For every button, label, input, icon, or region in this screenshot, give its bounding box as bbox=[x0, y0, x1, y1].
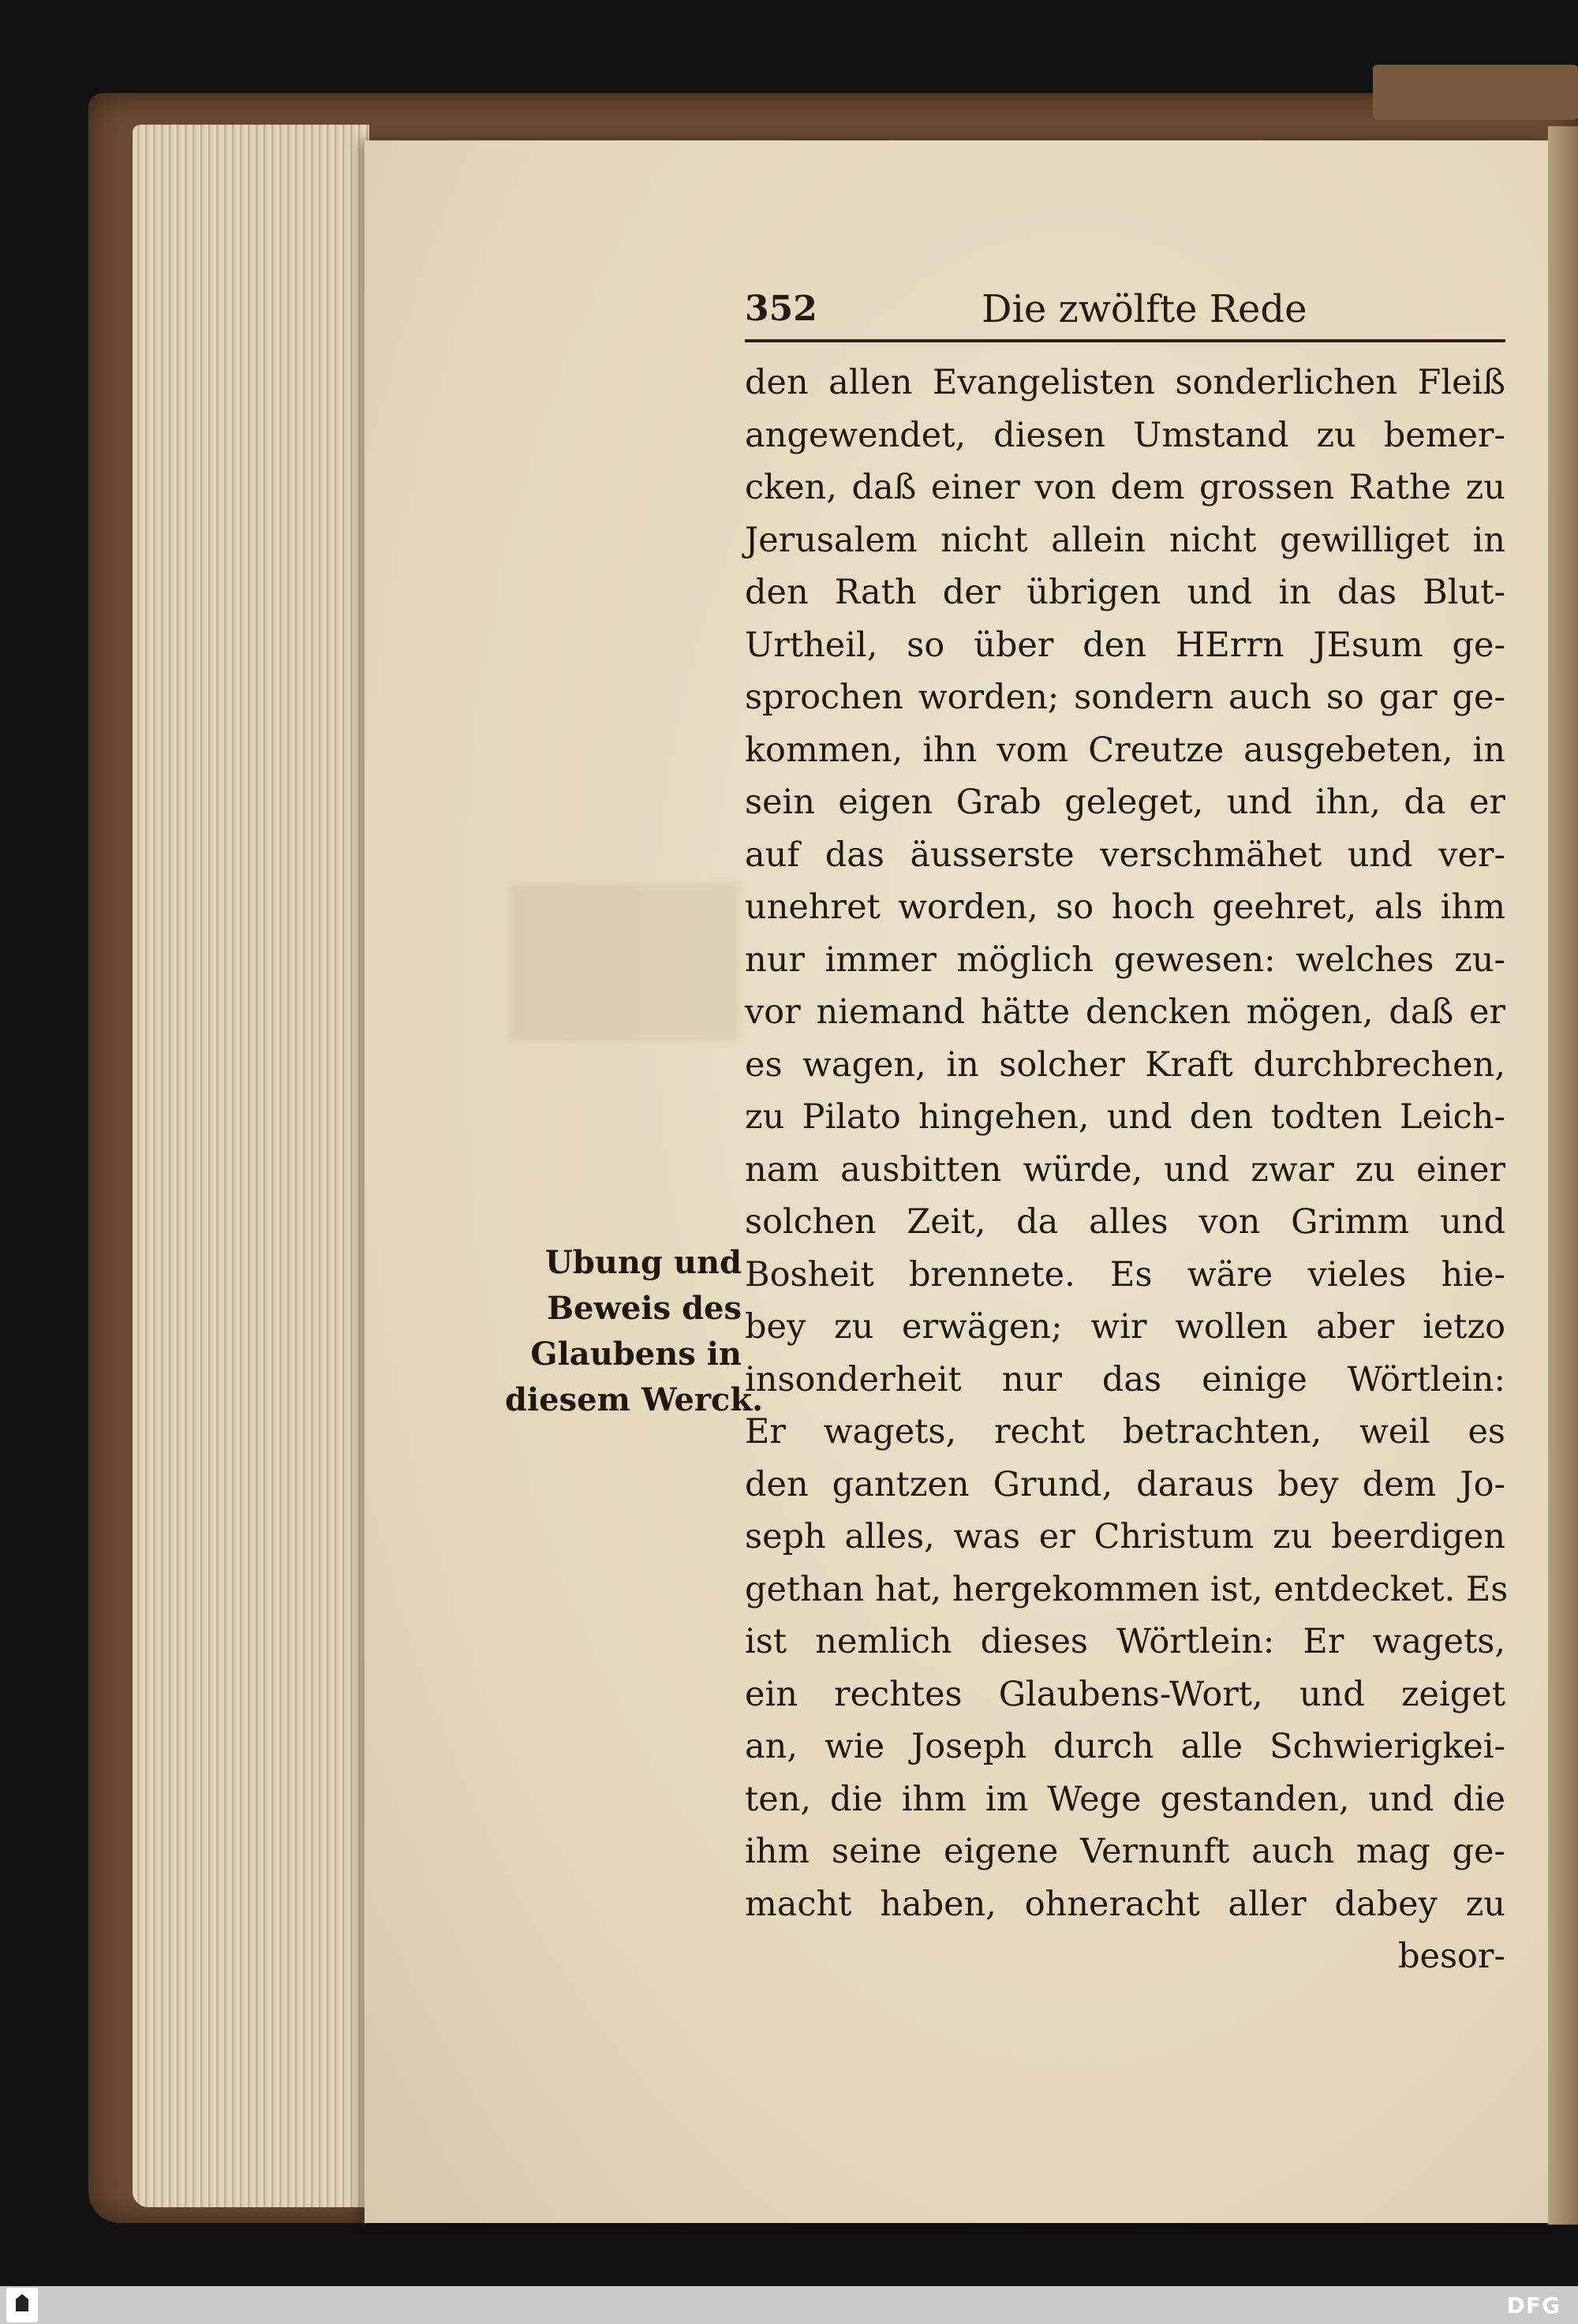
text-line: unehret worden, so hoch geehret, als ihm bbox=[745, 887, 1505, 927]
text-line: an, wie Joseph durch alle Schwierigkei- bbox=[745, 1727, 1505, 1766]
text-line: bey zu erwägen; wir wollen aber ietzo bbox=[745, 1307, 1505, 1347]
body-text bbox=[745, 357, 1509, 1983]
marginal-line: diesem Werck. bbox=[505, 1381, 764, 1418]
text-line: nur immer möglich gewesen: welches zu- bbox=[745, 940, 1505, 980]
dfg-logo: DFG bbox=[1506, 2292, 1561, 2318]
text-line: ist nemlich dieses Wörtlein: Er wagets, bbox=[745, 1622, 1505, 1661]
library-logo-icon bbox=[6, 2288, 38, 2322]
page-number: 352 bbox=[745, 289, 817, 329]
marginal-line: Beweis des bbox=[547, 1290, 742, 1327]
text-line: sprochen worden; sondern auch so gar ge- bbox=[745, 678, 1505, 717]
catchword: besor- bbox=[1397, 1937, 1505, 1976]
marginal-line: Glaubens in bbox=[530, 1336, 742, 1373]
text-line: insonderheit nur das einige Wörtlein: bbox=[745, 1359, 1505, 1399]
text-line: Er wagets, recht betrachten, weil es bbox=[745, 1412, 1505, 1452]
bleed-through-marks bbox=[510, 884, 739, 1041]
page-gutter bbox=[1548, 126, 1578, 2225]
text-line: seph alles, was er Christum zu beerdigen bbox=[745, 1517, 1505, 1556]
text-line: Bosheit brennete. Es wäre vieles hie- bbox=[745, 1254, 1505, 1295]
text-line: angewendet, diesen Umstand zu bemer- bbox=[745, 415, 1505, 455]
page-header bbox=[745, 284, 1505, 342]
text-line: ten, die ihm im Wege gestanden, und die bbox=[745, 1779, 1505, 1819]
text-line: es wagen, in solcher Kraft durchbrechen, bbox=[745, 1044, 1505, 1085]
text-line: den gantzen Grund, daraus bey dem Jo- bbox=[745, 1464, 1505, 1504]
text-line: auf das äusserste verschmähet und ver- bbox=[745, 835, 1505, 875]
viewer-footer-bar bbox=[0, 2286, 1578, 2324]
marginal-line: Ubung und bbox=[544, 1244, 742, 1281]
running-head: Die zwölfte Rede bbox=[982, 287, 1307, 331]
page-edges bbox=[133, 125, 369, 2207]
text-line: nam ausbitten würde, und zwar zu einer bbox=[745, 1149, 1505, 1190]
text-line: zu Pilato hingehen, und den todten Leich- bbox=[745, 1097, 1505, 1137]
text-line: vor niemand hätte dencken mögen, daß er bbox=[745, 992, 1505, 1032]
text-line: gethan hat, hergekommen ist, entdecket. Es bbox=[745, 1569, 1509, 1609]
text-line: kommen, ihn vom Creutze ausgebeten, in bbox=[745, 730, 1505, 770]
text-line: solchen Zeit, da alles von Grimm und bbox=[745, 1202, 1505, 1242]
text-line: den Rath der übrigen und in das Blut- bbox=[745, 573, 1505, 612]
text-line: ihm seine eigene Vernunft auch mag ge- bbox=[745, 1832, 1505, 1871]
text-line: ein rechtes Glaubens-Wort, und zeiget bbox=[745, 1674, 1505, 1714]
text-line: Jerusalem nicht allein nicht gewilliget in bbox=[745, 520, 1505, 560]
text-line: cken, daß einer von dem grossen Rathe zu bbox=[745, 468, 1505, 507]
text-line: macht haben, ohneracht aller dabey zu bbox=[745, 1884, 1505, 1924]
text-line: sein eigen Grab geleget, und ihn, da er bbox=[745, 783, 1505, 822]
book-cover-corner bbox=[1373, 65, 1578, 120]
marginal-note bbox=[505, 1240, 764, 1423]
text-line: Urtheil, so über den HErrn JEsum ge- bbox=[745, 625, 1505, 665]
text-line: den allen Evangelisten sonderlichen Fleiß bbox=[745, 363, 1505, 402]
